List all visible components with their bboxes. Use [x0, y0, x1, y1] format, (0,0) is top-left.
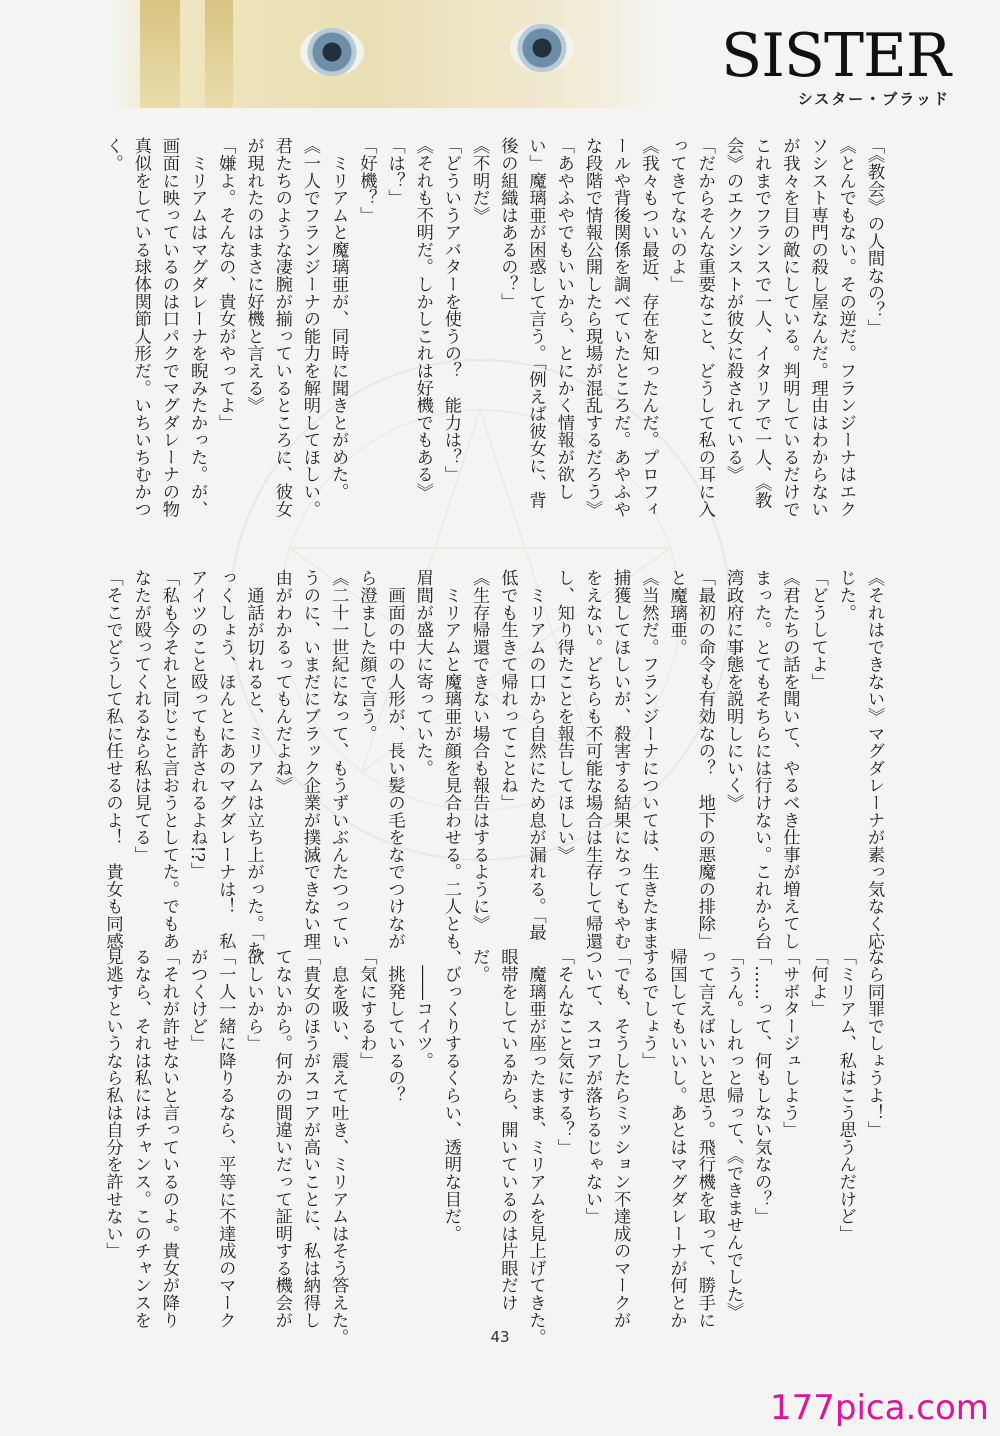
hair-strand	[205, 0, 233, 108]
eye-right	[510, 24, 574, 72]
hair-strand	[140, 0, 180, 108]
eye-left	[300, 28, 364, 76]
text-column-lower: なら同罪でしょうよ！」 「ミリアム、私はこう思うんだけど」 「何よ」 「サボタージュしよう」 「……って、何もしない気なの？」 「うん。しれっと帰って、《できませんでした》 って言えばいいと思う。飛行機を取って、勝手に 帰国してもいいし。あとはマグダレーナが何とか するでしょう」 「でも、そうしたらミッション不達成のマークが ついて、スコアが落ちるじゃない」 「そんなこと気にする？」 魔璃亜が座ったまま、ミリアムを見上げてきた。 眼帯をしているから、開いているのは片眼だけ だ。 びっくりするくらい、透明な目だ。 ――コイツ。 挑発しているの？ 「気にするわ」 息を吸い、震えて吐き、ミリアムはそう答えた。 「貴女のほうがスコアが高いことに、私は納得し てないから。何かの間違いだって証明する機会が 欲しいから」 「一人一緒に降りるなら、平等に不達成のマーク がつくけど」 「それが許せないと言っているのよ。貴女が降り るなら、それは私にはチャンス。このチャンスを 見逃すというなら私は自分を許せない」	[102, 948, 884, 1346]
title-logo: SISTER	[721, 21, 950, 91]
title-subtitle: シスター・ブラッド	[797, 90, 950, 108]
watermark: 177pica.com	[770, 1388, 989, 1428]
page-number: 43	[490, 1328, 510, 1346]
text-column-upper: 「《教会》の人間なの？」 《とんでもない。その逆だ。フランジーナはエク ソシスト専門の殺し屋なんだ。理由はわからない が我々を目の敵にしている。判明しているだけで これまでフランスで一人、イタリアで一人、《教 会》のエクソシストが彼女に殺されている》 「だからそんな重要なこと、どうして私の耳に入 ってきてないのよ」 《我々もつい最近、存在を知ったんだ。プロフィ ールや背後関係を調べていたところだ。あやふや な段階で情報公開したら現場が混乱するだろう》 「あやふやでもいいから、とにかく情報が欲し い」魔璃亜が困惑して言う。「例えば彼女に、背 後の組織はあるの？」 《不明だ》 「どういうアバターを使うの？ 能力は？」 《それも不明だ。しかしこれは好機でもある》 「は？」 「好機？」 ミリアムと魔璃亜が、同時に聞きとがめた。 《一人でフランジーナの能力を解明してほしい。 君たちのような凄腕が揃っているところに、彼女 が現れたのはまさに好機と言える》 「嫌よ。そんなの、貴女がやってよ」 ミリアムはマグダレーナを睨みたかった。が、 画面に映っているのは口パクでマグダレーナの物 真似をしている球体関節人形だ。いちいちむかつ く。	[102, 137, 884, 518]
header-illustration	[110, 0, 670, 108]
text-column-middle: 《それはできない》マグダレーナが素っ気なく応 じた。 「どうしてよ」 《君たちの話を聞いて、やるべき仕事が増えてし まった。とてもそちらには行けない。これから台 湾政府に事態を説明しにいく》 「最初の命令も有効なの？ 地下の悪魔の排除」 と魔璃亜。 《当然だ。フランジーナについては、生きたまま 捕獲してほしいが、殺害する結果になってもやむ をえない。どちらも不可能な場合は生存して帰還 し、知り得たことを報告してほしい》 ミリアムの口から自然にため息が漏れる。「最 低でも生きて帰れってことね」 《生存帰還できない場合も報告はするように》 ミリアムと魔璃亜が顔を見合わせる。二人とも、 眉間が盛大に寄っていた。 画面の中の人形が、長い髪の毛をなでつけなが ら澄ました顔で言う。 《二十一世紀になって、もうずいぶんたつってい うのに、いまだにブラック企業が撲滅できない理 由がわかるってもんだよね》 通話が切れると、ミリアムは立ち上がった。「ち っくしょう、ほんとにあのマグダレーナは！ 私 アイツのこと殴っても許されるよね!?」 「私も今それと同じこと言おうとしてた。でもあ なたが殴ってくれるなら私は見てる」 「そこでどうして私に任せるのよ！ 貴女も同感	[102, 569, 884, 967]
title-block	[721, 21, 950, 109]
